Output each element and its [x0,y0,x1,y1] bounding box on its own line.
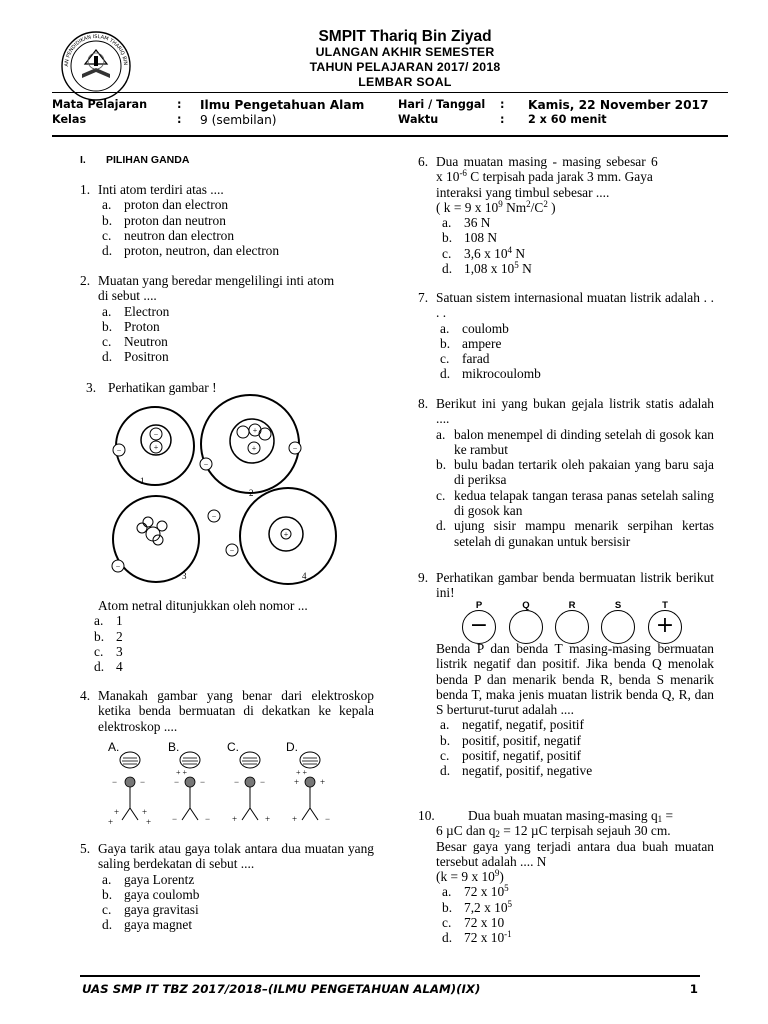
section-number: I. [80,154,86,166]
question-text: Berikut ini yang bukan gejala listrik statis adalah .... [436,396,714,427]
electroscope-label-d: D. [286,740,298,754]
question-5 [80,841,374,933]
electroscope-label-c: C. [227,740,239,754]
svg-text:−: − [153,430,159,439]
option[interactable]: c. neutron dan electron [102,227,235,243]
svg-text:+: + [114,807,120,817]
question-9-body [436,641,714,779]
constant-k: (k = 9 x $10^9$) [436,868,504,885]
question-text: Dua buah muatan masing-masing $q_1$ = [468,808,674,824]
option[interactable]: b. 2 [94,628,123,644]
option[interactable]: b. 7,2 x $10^5$ [442,898,513,915]
school-name: SMPIT Thariq Bin Ziyad [318,28,492,45]
option[interactable]: b. positif, positif, negatif [440,732,582,748]
svg-text:+: + [265,814,271,824]
atom-label-1: 1 [140,476,145,486]
option[interactable]: b. proton dan neutron [102,212,226,228]
svg-text:−: − [172,814,178,824]
page-number: 1 [689,982,698,996]
question-2 [80,273,380,365]
sheet-title: LEMBAR SOAL [358,75,452,89]
electroscope-a [108,752,151,827]
question-text: Gaya tarik atau gaya tolak antara dua muatan yang saling berdekatan di sebut .... [98,841,374,872]
academic-year: TAHUN PELAJARAN 2017/ 2018 [309,60,501,74]
question-4 [80,688,374,734]
option[interactable]: a. 36 N [442,215,491,231]
atom-models-figure [98,404,378,584]
subject-label: Mata Pelajaran [52,98,148,111]
question-text: 6 µC dan $q_2 = 12$ µC terpisah sejauh 30 cm. [436,823,671,840]
atom-2 [200,395,301,493]
question-text: Dua muatan masing - masing sebesar 6 [436,154,658,169]
svg-text:+: + [142,807,148,817]
colon: : [177,98,182,111]
electroscope-label-b: B. [168,740,180,754]
option[interactable]: d. Positron [102,349,169,365]
svg-text:+: + [320,777,326,787]
svg-text:+: + [146,817,152,827]
svg-text:+: + [232,814,238,824]
option[interactable]: d. ujung sisir mampu menarik serpihan kertas setelah di gunakan untuk bersisir [436,518,714,549]
question-number: 2. [80,273,91,288]
footer [82,982,702,996]
svg-text:+ +: + + [176,768,188,777]
svg-text:−: − [116,446,122,455]
question-3 [86,380,376,395]
option[interactable]: d. 4 [94,659,123,675]
question-9 [418,570,714,601]
meta-divider [52,135,728,137]
question-text: Besar gaya yang terjadi antara dua buah muatan tersebut adalah .... N [436,838,714,869]
option[interactable]: c. 72 x 10 [442,915,505,931]
charged-body-p: − [462,610,496,644]
svg-text:YAYASAN PENDIDIKAN ISLAM THARI: AN PENDIDIKAN ISLAM THARIQ BIN [63,33,129,67]
body-label-s: S [614,600,622,611]
option[interactable]: c. 3,6 x $10^4$ N [442,244,526,261]
svg-text:−: − [211,512,217,521]
body-label-r: R [568,600,576,611]
constant-k: ( k = 9 x $10^9$ $Nm^2/C^2$ ) [436,198,556,215]
question-number: 4. [80,688,91,703]
option[interactable]: d. mikrocoulomb [440,366,541,382]
svg-text:−: − [115,562,121,571]
option[interactable]: a. coulomb [440,320,509,336]
colon: : [500,98,505,111]
class-value: 9 (sembilan) [200,113,277,127]
option[interactable]: b. ampere [440,335,502,351]
question-number: 5. [80,841,91,856]
svg-text:+ +: + + [296,768,308,777]
option[interactable]: a. 72 x $10^5$ [442,883,509,900]
header-divider [52,92,728,93]
body-label-t: T [662,600,668,611]
svg-text:−: − [292,444,298,453]
question-text: Perhatikan gambar benda bermuatan listrik berikut ini! [436,570,714,601]
option[interactable]: d. negatif, positif, negative [440,763,593,779]
option[interactable]: c. positif, negatif, positif [440,748,582,764]
exam-title: ULANGAN AKHIR SEMESTER [315,45,495,59]
svg-text:−: − [229,546,235,555]
day-label: Hari / Tanggal [398,98,486,111]
charged-body-t: + [648,610,682,644]
svg-text:+: + [294,777,300,787]
svg-text:−: − [140,777,146,787]
svg-text:+: + [292,814,298,824]
svg-text:+: + [251,444,257,453]
class-label: Kelas [52,113,87,126]
question-number: 1. [80,182,91,197]
option[interactable]: d. 72 x $10^{-1}$ [442,929,512,946]
option[interactable]: a. negatif, negatif, positif [440,717,584,733]
section-title: PILIHAN GANDA [106,154,190,166]
section-heading [80,154,189,166]
electroscope-b [172,752,210,824]
question-10 [418,808,714,946]
charged-body-q [509,610,543,644]
question-text: Inti atom terdiri atas .... [98,182,224,197]
svg-text:+: + [153,443,159,452]
time-value: 2 x 60 menit [528,113,607,126]
option[interactable]: a. proton dan electron [102,197,229,213]
charged-body-s [601,610,635,644]
day-value: Kamis, 22 November 2017 [528,98,709,112]
footer-divider [80,975,700,977]
option[interactable]: d. proton, neutron, dan electron [102,243,280,259]
svg-text:−: − [234,777,240,787]
option[interactable]: a. balon menempel di dinding setelah di gosok kan ke rambut [436,426,714,457]
question-number: 7. [418,290,429,305]
question-text: Manakah gambar yang benar dari elektroskop ketika benda bermuatan di dekatkan ke kepala elektroskop .... [98,688,374,734]
option[interactable]: c. farad [440,351,490,367]
footer-text: UAS SMP IT TBZ 2017/2018–(ILMU PENGETAHUAN ALAM)(IX) [82,982,481,996]
option[interactable]: a. gaya Lorentz [102,871,195,887]
body-label-p: P [475,600,483,611]
question-text: Atom netral ditunjukkan oleh nomor ... [98,598,308,613]
question-number: 10. [418,808,435,823]
svg-text:+: + [108,817,114,827]
atom-label-4: 4 [302,571,307,581]
option[interactable]: c. kedua telapak tangan terasa panas setelah saling di gosok kan [436,487,714,519]
option[interactable]: c. 3 [94,643,123,659]
question-8 [418,396,714,549]
question-text: interaksi yang timbul sebesar .... [436,184,610,200]
question-text: x $10^{-6}$ C terpisah pada jarak 3 mm. Gaya [436,168,653,185]
svg-text:−: − [200,777,206,787]
option[interactable]: b. Proton [102,318,160,334]
colon: : [177,113,182,126]
option[interactable]: c. Neutron [102,334,168,350]
atom-label-3: 3 [182,571,187,581]
atom-1 [113,407,194,485]
electroscope-d [292,752,330,824]
option[interactable]: d. gaya magnet [102,917,193,933]
question-1 [80,182,370,258]
option[interactable]: d. 1,08 x $10^5$ N [442,260,532,277]
svg-text:−: − [205,814,211,824]
question-number: 6. [418,154,429,169]
option[interactable]: b. bulu badan tertarik oleh pakaian yang baru saja di periksa [436,457,714,488]
question-number: 8. [418,396,429,411]
option[interactable]: b. 108 N [442,230,498,246]
charged-body-r [555,610,589,644]
question-3-options [94,598,384,674]
atom-3 [112,496,238,582]
option[interactable]: c. gaya gravitasi [102,902,199,918]
svg-text:−: − [203,460,209,469]
colon: : [500,113,505,126]
question-number: 3. [86,380,97,395]
electroscope-c [232,752,270,824]
electroscope-label-a: A. [108,740,120,754]
svg-text:+: + [252,426,258,435]
option[interactable]: a. Electron [102,303,170,319]
question-number: 9. [418,570,429,585]
question-text: Perhatikan gambar ! [108,380,217,395]
body-label-q: Q [522,600,530,611]
atom-4 [208,488,336,584]
svg-text:−: − [325,814,331,824]
question-text: Benda P dan benda T masing-masing bermuatan listrik negatif dan positif. Jika benda Q menolak benda P dan menarik benda R, benda S menarik benda T, maka jenis muatan listrik benda Q, R, dan S berturut-turut adalah .... [436,641,714,718]
subject-value: Ilmu Pengetahuan Alam [200,98,365,112]
atom-label-2: 2 [249,488,254,498]
question-text: di sebut .... [98,288,157,304]
option[interactable]: a. 1 [94,613,123,629]
electroscopes-figure [110,750,340,830]
svg-text:−: − [260,777,266,787]
option[interactable]: b. gaya coulomb [102,886,200,902]
question-text: Muatan yang beredar mengelilingi inti atom [98,273,335,288]
svg-text:−: − [112,777,118,787]
svg-text:−: − [174,777,180,787]
time-label: Waktu [398,113,439,126]
svg-text:+: + [283,530,289,539]
question-7 [418,290,714,382]
question-text: Satuan sistem internasional muatan listrik adalah . . . . [436,290,714,321]
question-6 [418,154,714,276]
